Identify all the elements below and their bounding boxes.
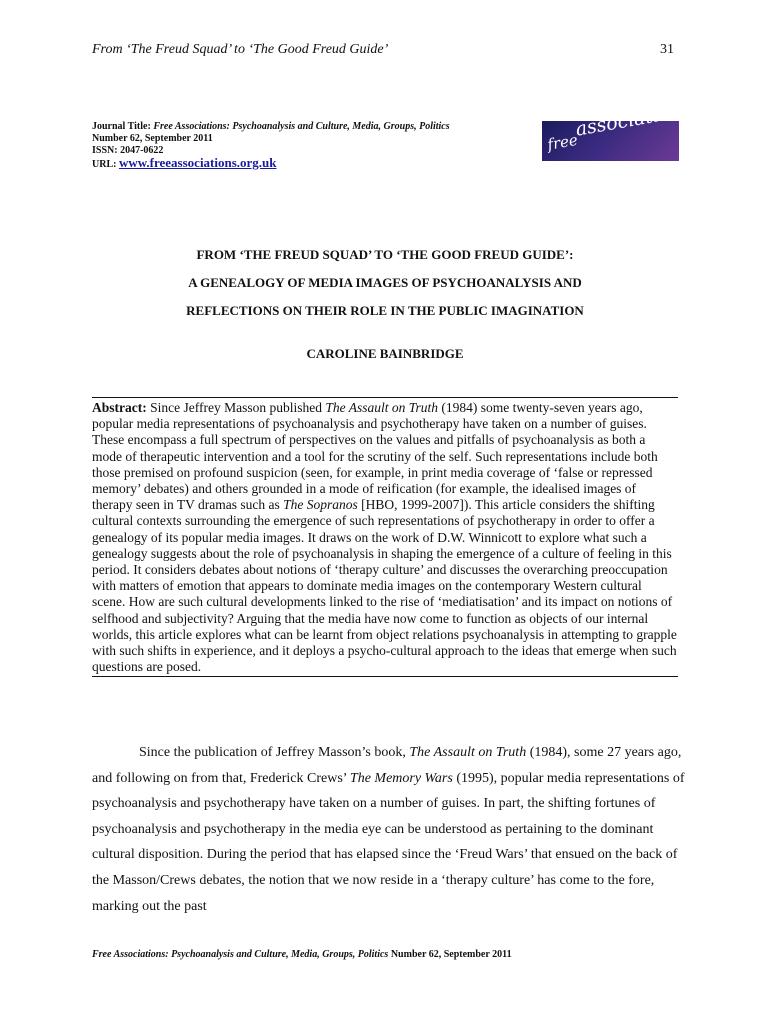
title-line: A GENEALOGY OF MEDIA IMAGES OF PSYCHOANALYSIS AND: [188, 275, 582, 290]
journal-title: Free Associations: Psychoanalysis and Culture, Media, Groups, Politics: [153, 121, 450, 132]
body-paragraph: [92, 740, 690, 919]
page-number: 31: [660, 42, 674, 57]
abstract-book-title: The Assault on Truth: [325, 400, 438, 415]
page-footer: [92, 949, 512, 960]
logo-word-free: free: [545, 130, 580, 154]
abstract-part: Since Jeffrey Masson published: [146, 400, 326, 415]
abstract-part: (1984) some twenty-seven years ago, popular media representations of psychoanalysis and psychotherapy have taken on a number of guises. These encompass a full spectrum of perspectives on the values and pitfalls of psychoanalysis as both a mode of therapeutic intervention and a tool for the scrutiny of the self. Such representations include both those premised on profound suspicion (seen, for example, in print media coverage of ‘false or repressed memory’ debates) and others grounded in a mode of reification (for example, the idealised images of therapy seen in TV dramas such as: [92, 400, 658, 513]
abstract-show-title: The Sopranos: [283, 497, 358, 513]
journal-url-link[interactable]: www.freeassociations.org.uk: [118, 155, 277, 170]
running-title: From ‘The Freud Squad’ to ‘The Good Freud Guide’: [92, 42, 389, 57]
abstract-text: [92, 400, 678, 675]
title-line: FROM ‘THE FREUD SQUAD’ TO ‘THE GOOD FREUD GUIDE’:: [196, 247, 574, 262]
body-part: (1984), some 27 years ago, and following on from that, Frederick Crews’: [92, 745, 682, 786]
abstract-box: [92, 397, 678, 677]
logo-word-associations: associations: [573, 98, 694, 141]
logo-text: [544, 98, 694, 160]
body-part: (1995), popular media representations of psychoanalysis and psychotherapy have taken on a number of guises. In part, the shifting fortunes of psychoanalysis and psychotherapy in the media eye can be understood as pertaining to the dominant cultural disposition. During the period that has elapsed since the ‘Freud Wars’ that ensued on the back of the Masson/Crews debates, the notion that we now reside in a ‘therapy culture’ has come to the fore, marking out the past: [92, 770, 685, 914]
journal-metadata: [92, 121, 450, 171]
issue-line: Number 62, September 2011: [92, 133, 213, 144]
footer-issue: Number 62, September 2011: [388, 949, 512, 960]
journal-title-line: [92, 121, 450, 133]
issn-line: ISSN: 2047-0622: [92, 145, 164, 156]
free-associations-logo: [542, 98, 694, 161]
body-text: [92, 740, 690, 919]
author-name: CAROLINE BAINBRIDGE: [306, 346, 464, 361]
footer-journal: Free Associations: Psychoanalysis and Culture, Media, Groups, Politics: [92, 949, 389, 960]
journal-label: Journal Title:: [92, 121, 154, 132]
title-line: REFLECTIONS ON THEIR ROLE IN THE PUBLIC IMAGINATION: [186, 303, 584, 318]
body-book-title: The Assault on Truth: [409, 745, 527, 760]
abstract-part: [HBO, 1999-2007]). This article considers the shifting cultural contexts surrounding the emergence of such representations of psychotherapy in order to offer a genealogy of its popular media images. It draws on the work of D.W. Winnicott to explore what such a genealogy suggests about the role of psychoanalysis in shaping the emergence of a culture of feeling in this period. It considers debates about notions of ‘therapy culture’ and discusses the overarching preoccupation with matters of emotion that appears to dominate media images on the contemporary Western cultural scene. How are such cultural developments linked to the rise of ‘mediatisation’ and its impact on notions of selfhood and subjectivity? Arguing that the media have now come to function as objects of our internal worlds, this article explores what can be learnt from object relations psychoanalysis in attempting to grapple with such shifts in experience, and it deploys a psycho-cultural approach to the ideas that emerge when such questions are posed.: [92, 497, 677, 675]
article-title: [92, 241, 678, 325]
body-part: Since the publication of Jeffrey Masson’s book,: [139, 745, 410, 760]
body-book-title: The Memory Wars: [349, 770, 453, 786]
url-line: [92, 157, 450, 171]
url-label: URL:: [92, 159, 119, 170]
abstract-label: Abstract:: [92, 400, 147, 415]
